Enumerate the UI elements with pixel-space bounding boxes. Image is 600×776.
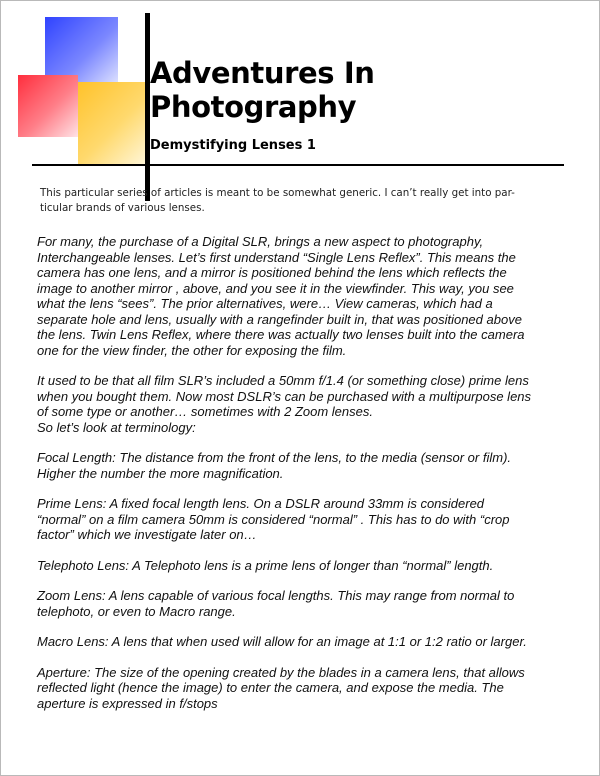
- body-line: Interchangeable lenses. Let’s first understand “Single Lens Reflex”. This means the: [37, 249, 516, 265]
- body-line: For many, the purchase of a Digital SLR, brings a new aspect to photography,: [37, 234, 484, 249]
- horizontal-rule: [32, 164, 564, 166]
- title-line: Adventures In: [150, 56, 375, 90]
- body-line: factor” which we investigate later on…: [37, 527, 257, 542]
- body-paragraph: [37, 558, 572, 574]
- body-line: camera has one lens, and a mirror is positioned behind the lens which reflects the: [37, 265, 507, 280]
- yellow-square-decoration: [78, 82, 145, 165]
- body-line: Aperture: The size of the opening created by the blades in a camera lens, that allows: [37, 664, 525, 680]
- body-paragraph: [37, 634, 572, 650]
- intro-line: This particular series of articles is meant to be somewhat generic. I can’t really get into par-: [40, 187, 515, 199]
- body-line: image to another mirror , above, and you see it in the viewfinder. This way, you see: [37, 280, 514, 296]
- red-square-decoration: [18, 75, 78, 137]
- body-line: telephoto, or even to Macro range.: [37, 603, 236, 619]
- article-body: [37, 234, 572, 726]
- body-line: aperture is expressed in f/stops: [37, 695, 218, 711]
- intro-line: ticular brands of various lenses.: [40, 202, 205, 214]
- title-line: Photography: [150, 90, 357, 124]
- page-subtitle: Demystifying Lenses 1: [150, 138, 316, 153]
- intro-paragraph: [40, 186, 560, 216]
- body-line: Zoom Lens: A lens capable of various focal lengths. This may range from normal to: [37, 588, 515, 603]
- body-line: Higher the number the more magnification.: [37, 465, 284, 481]
- body-line: one for the view finder, the other for exposing the film.: [37, 342, 347, 358]
- body-line: of some type or another… sometimes with 2 Zoom lenses.: [37, 404, 373, 419]
- page-title: [150, 56, 375, 124]
- body-line: separate hole and lens, usually with a rangefinder built in, that was positioned above: [37, 311, 522, 327]
- body-line: Focal Length: The distance from the front of the lens, to the media (sensor or film).: [37, 450, 512, 465]
- body-paragraph: [37, 496, 572, 543]
- body-line: Macro Lens: A lens that when used will allow for an image at 1:1 or 1:2 ratio or larger.: [37, 634, 527, 649]
- body-paragraph: [37, 665, 572, 712]
- body-line: the lens. Twin Lens Reflex, where there was actually two lenses built into the camera: [37, 327, 525, 342]
- body-line: “normal” on a film camera 50mm is considered “normal” . This has to do with “crop: [37, 511, 510, 527]
- body-paragraph: [37, 450, 572, 481]
- body-paragraph: [37, 588, 572, 619]
- body-paragraph: [37, 234, 572, 358]
- body-line: what the lens “sees”. The prior alternatives, were… View cameras, which had a: [37, 296, 493, 311]
- body-line: when you bought them. Now most DSLR’s can be purchased with a multipurpose lens: [37, 388, 532, 404]
- body-line: Telephoto Lens: A Telephoto lens is a prime lens of longer than “normal” length.: [37, 557, 494, 573]
- body-line: It used to be that all film SLR’s included a 50mm f/1.4 (or something close) prime lens: [37, 373, 529, 388]
- body-line: Prime Lens: A fixed focal length lens. On a DSLR around 33mm is considered: [37, 496, 485, 511]
- body-line: reflected light (hence the image) to enter the camera, and expose the media. The: [37, 680, 504, 695]
- body-paragraph: [37, 373, 572, 435]
- body-line: So let’s look at terminology:: [37, 419, 196, 435]
